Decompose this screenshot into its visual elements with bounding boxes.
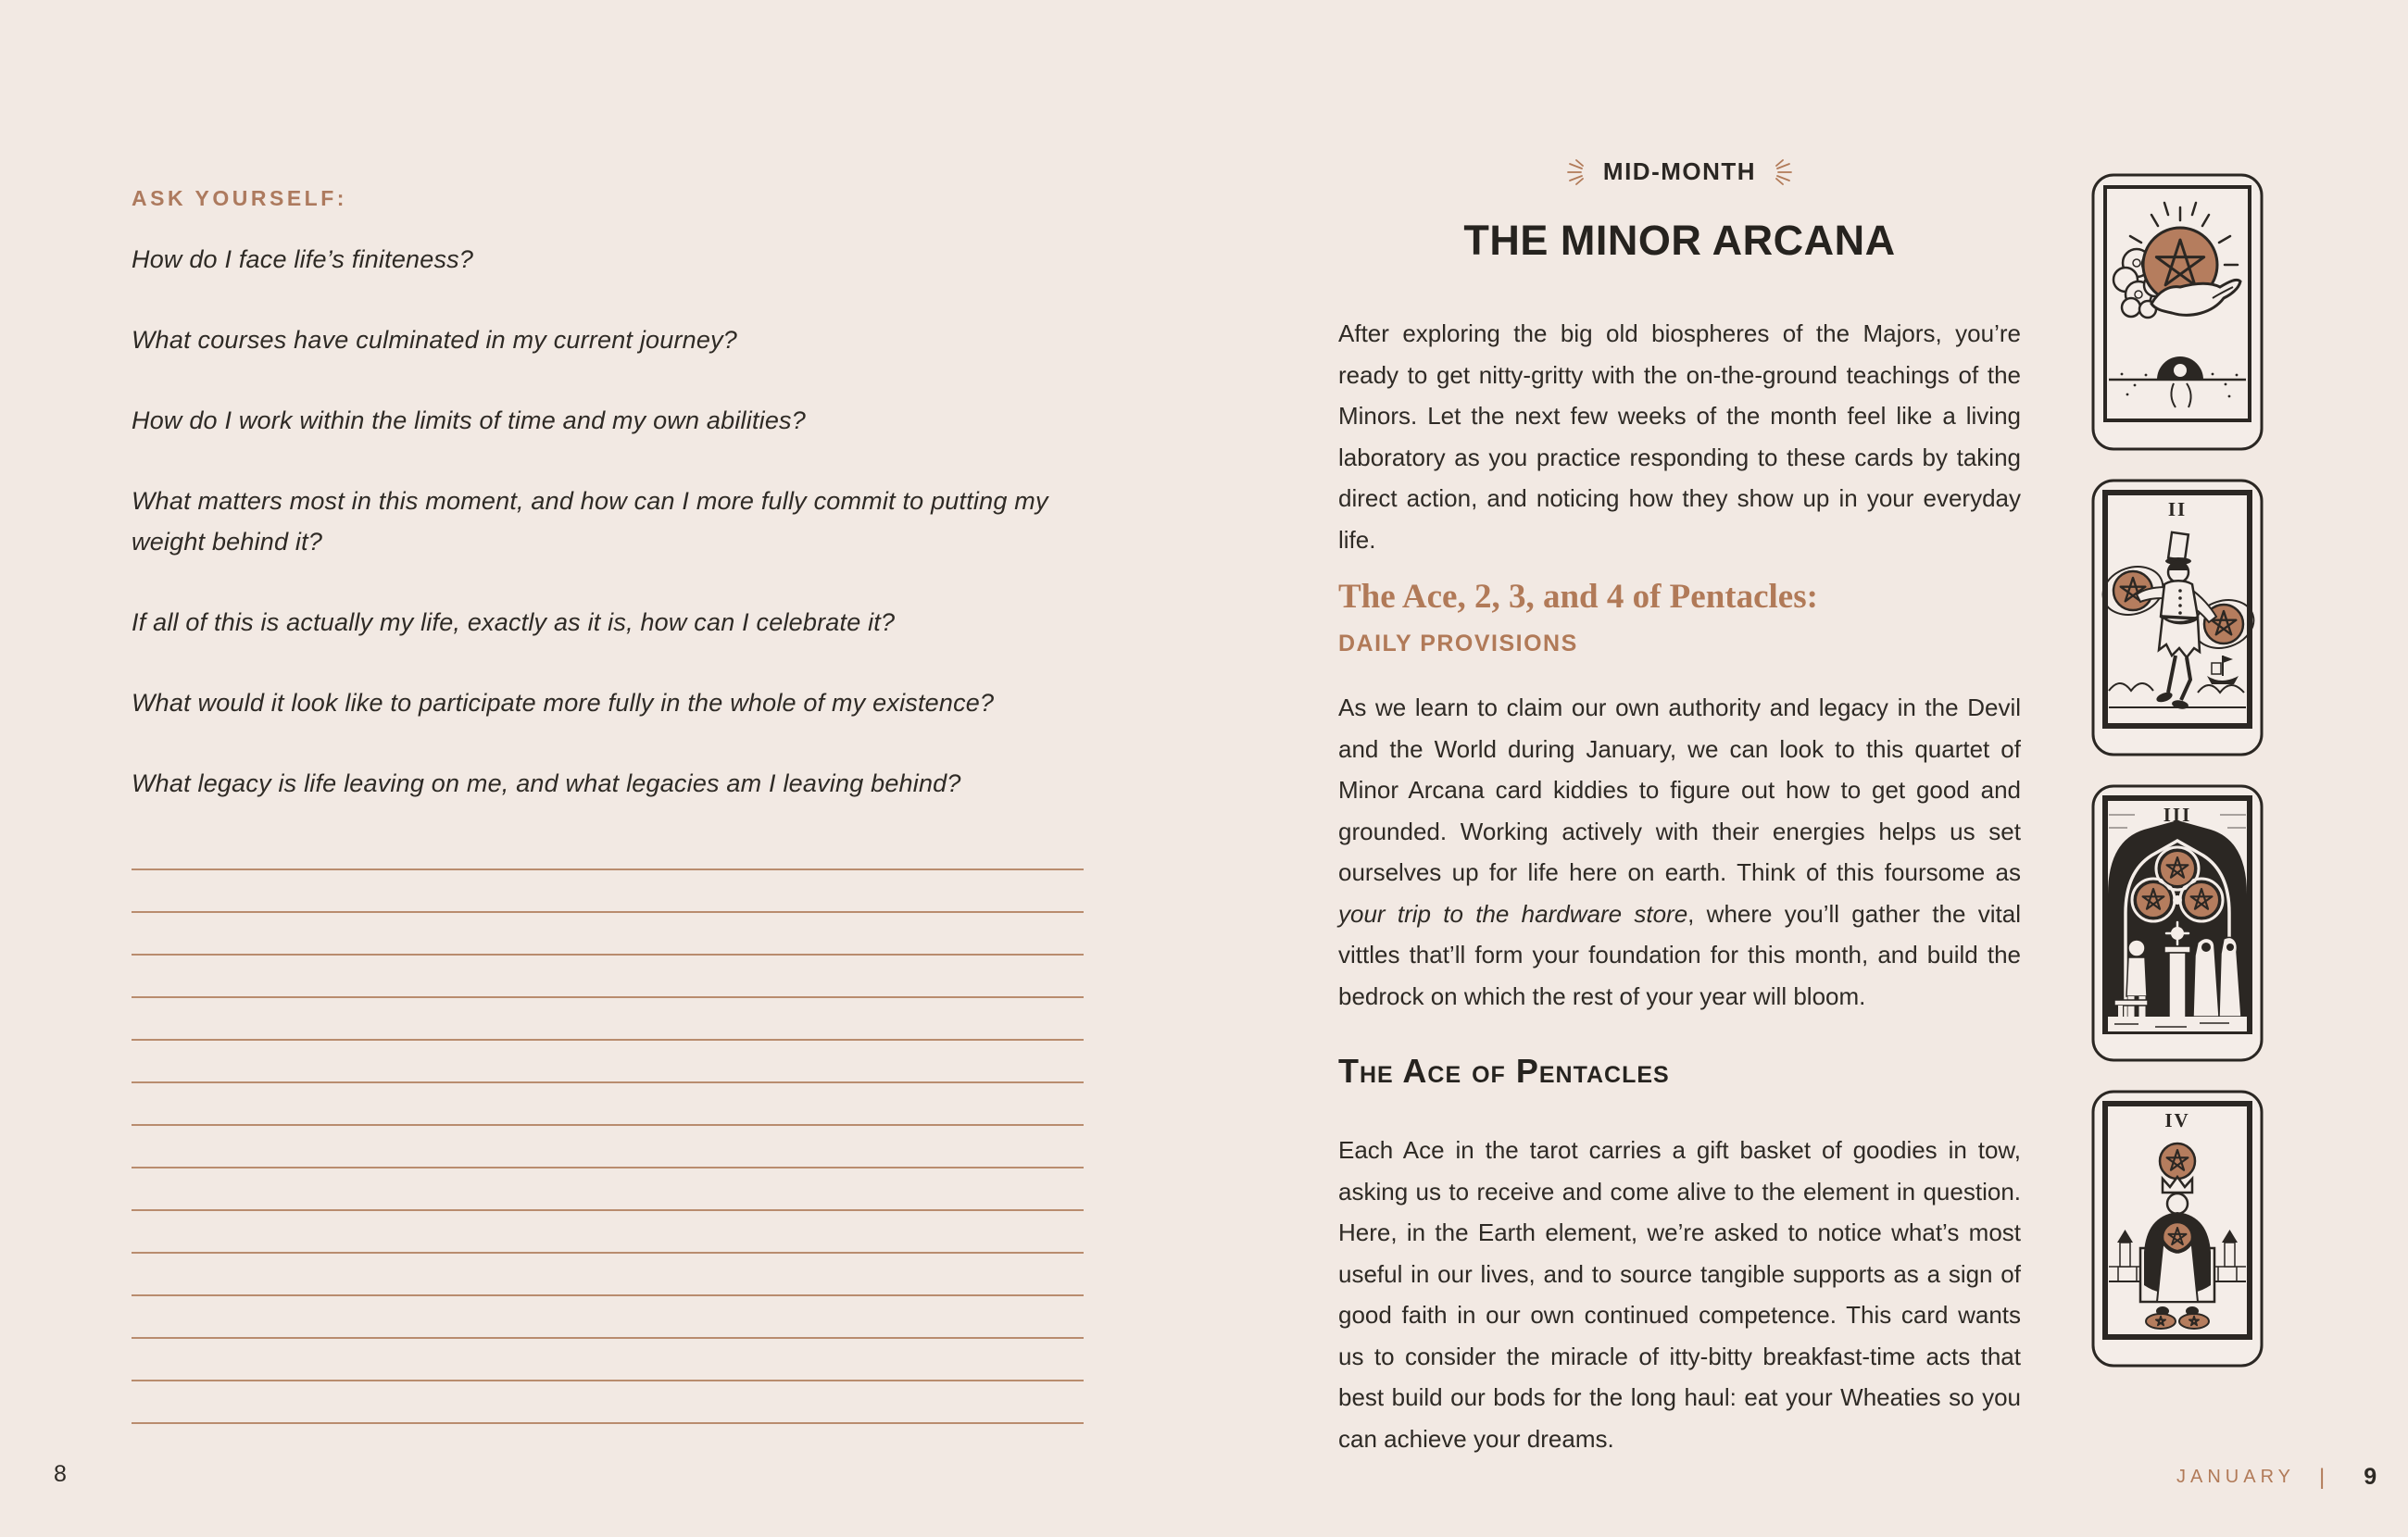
card-numeral: II: [2167, 498, 2188, 520]
section-paragraph: [1338, 687, 2021, 1017]
right-page-footer: [2176, 1464, 2377, 1491]
section-title: The Ace, 2, 3, and 4 of Pentacles:: [1338, 578, 1818, 616]
ace-of-pentacles-illustration: [2089, 172, 2265, 452]
ace-of-pentacles-paragraph: Each Ace in the tarot carries a gift basket of goodies in tow, asking us to receive and come alive to the element in question. Here, in the Earth element, we’re asked to notice what’s most useful in our lives, and to source tangible supports as a sign of good faith in our own continued competence. This card wants us to consider the miracle of itty-bitty breakfast-time acts that best build our bods for the long haul: eat your Wheaties so you can achieve your dreams.: [1338, 1136, 2021, 1453]
ruled-line: [132, 870, 1084, 913]
reflection-question: If all of this is actually my life, exactly as it is, how can I celebrate it?: [132, 608, 896, 636]
left-page-number: 8: [54, 1461, 67, 1487]
reflection-question: What legacy is life leaving on me, and what legacies am I leaving behind?: [132, 769, 961, 797]
kicker-label: MID-MONTH: [1602, 157, 1757, 185]
ruled-line: [132, 1126, 1084, 1168]
ace-of-pentacles-heading: The Ace of Pentacles: [1338, 1052, 1670, 1090]
section-paragraph-start: As we learn to claim our own authority and legacy in the Devil and the World during January, we can look to this quartet of Minor Arcana card kiddies to figure out how to get good and grounded. Working actively with their energies helps us set ourselves up for life here on earth. Think of this foursome as: [1338, 694, 2021, 886]
ruled-line: [132, 956, 1084, 998]
reflection-question: How do I work within the limits of time and my own abilities?: [132, 406, 806, 434]
footer-month: JANUARY: [2176, 1467, 2295, 1487]
sunburst-right-icon: [1771, 159, 1799, 185]
ruled-line: [132, 998, 1084, 1041]
tarot-card-three-of-pentacles: [2089, 783, 2265, 1063]
reflection-question: What matters most in this moment, and how can I more fully commit to putting my weight behind it?: [132, 487, 1048, 556]
ruled-line: [132, 1211, 1084, 1254]
ask-yourself-heading: ASK YOURSELF:: [132, 186, 347, 211]
footer-separator: |: [2319, 1464, 2326, 1490]
tarot-cards-column: [2089, 172, 2265, 1368]
section-paragraph-end: , where you’ll gather the vital vittles that’ll form your foundation for this month, and build the bedrock on which the rest of your year will bloom.: [1338, 899, 2021, 1010]
ruled-line: [132, 1083, 1084, 1126]
ruled-line: [132, 1254, 1084, 1296]
section-subtitle: DAILY PROVISIONS: [1338, 631, 1578, 657]
ruled-line: [132, 1041, 1084, 1083]
ruled-line: [132, 1381, 1084, 1424]
tarot-card-ace-of-pentacles: [2089, 172, 2265, 452]
tarot-card-two-of-pentacles: [2089, 478, 2265, 757]
ruled-line: [132, 1168, 1084, 1211]
intro-paragraph: After exploring the big old biospheres of the Majors, you’re ready to get nitty-gritty with the on-the-ground teachings of the Minors. Let the next few weeks of the month feel like a living laboratory as you practice responding to these cards by taking direct action, and noticing how they show up in your everyday life.: [1338, 319, 2021, 554]
sunburst-left-icon: [1561, 159, 1588, 185]
ruled-line: [132, 1296, 1084, 1339]
ruled-line: [132, 913, 1084, 956]
page-title: THE MINOR ARCANA: [1463, 217, 1896, 265]
ruled-lines: [132, 828, 1084, 1424]
ruled-line: [132, 1339, 1084, 1381]
reflection-question: What courses have culminated in my current journey?: [132, 326, 737, 354]
section-paragraph-italic: your trip to the hardware store: [1338, 899, 1688, 928]
mid-month-kicker-row: [1338, 157, 2021, 186]
card-numeral: IV: [2164, 1109, 2190, 1131]
reflection-question: What would it look like to participate more fully in the whole of my existence?: [132, 689, 995, 717]
reflection-question: How do I face life’s finiteness?: [132, 245, 474, 273]
reflection-questions: [132, 239, 1058, 843]
ruled-line: [132, 828, 1084, 870]
tarot-card-four-of-pentacles: [2089, 1089, 2265, 1368]
right-page-number: 9: [2364, 1464, 2377, 1490]
card-numeral: III: [2163, 804, 2192, 826]
